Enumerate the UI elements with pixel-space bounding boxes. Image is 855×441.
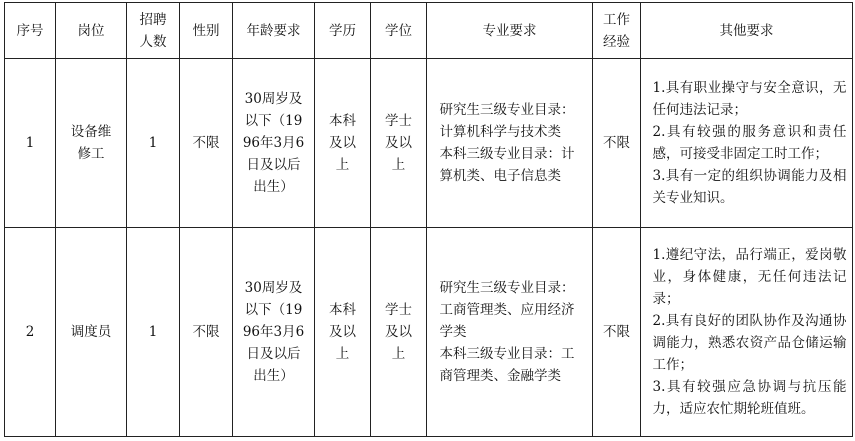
- cell-post: 设备维修工: [56, 59, 127, 228]
- cell-post: 调度员: [56, 228, 127, 437]
- requirement-line: 2.具有良好的团队协作及沟通协调能力，熟悉农资产品仓储运输工作；: [652, 313, 847, 373]
- requirement-line: 3.具有较强应急协调与抗压能力，适应农忙期轮班值班。: [652, 379, 847, 417]
- cell-age: 30周岁及以下（1996年3月6日及以后出生）: [233, 59, 315, 228]
- cell-other: [641, 59, 853, 228]
- header-other: 其他要求: [641, 3, 853, 59]
- recruitment-table: [4, 2, 853, 437]
- header-count: 招聘人数: [127, 3, 180, 59]
- major-line: 本科三级专业目录：计算机类、电子信息类: [439, 146, 575, 184]
- table-row: [5, 59, 853, 228]
- cell-gender: 不限: [180, 228, 233, 437]
- cell-count: 1: [127, 59, 180, 228]
- requirement-line: 1.遵纪守法，品行端正，爱岗敬业，身体健康，无任何违法记录；: [652, 247, 847, 307]
- header-major: 专业要求: [427, 3, 593, 59]
- table-row: [5, 228, 853, 437]
- cell-gender: 不限: [180, 59, 233, 228]
- cell-count: 1: [127, 228, 180, 437]
- cell-experience: 不限: [593, 228, 641, 437]
- cell-education: 本科及以上: [315, 228, 371, 437]
- header-seq: 序号: [5, 3, 56, 59]
- requirement-line: 1.具有职业操守与安全意识，无任何违法记录；: [652, 80, 847, 118]
- header-education: 学历: [315, 3, 371, 59]
- cell-experience: 不限: [593, 59, 641, 228]
- requirement-line: 3.具有一定的组织协调能力及相关专业知识。: [652, 168, 847, 206]
- cell-degree: 学士及以上: [371, 59, 427, 228]
- major-line: 研究生三级专业目录：计算机科学与技术类: [439, 102, 575, 140]
- header-gender: 性别: [180, 3, 233, 59]
- cell-degree: 学士及以上: [371, 228, 427, 437]
- header-post: 岗位: [56, 3, 127, 59]
- cell-education: 本科及以上: [315, 59, 371, 228]
- cell-age: 30周岁及以下（1996年3月6日及以后出生）: [233, 228, 315, 437]
- header-experience: 工作经验: [593, 3, 641, 59]
- requirement-line: 2.具有较强的服务意识和责任感，可接受非固定工时工作；: [652, 124, 847, 162]
- cell-major: [427, 59, 593, 228]
- cell-major: [427, 228, 593, 437]
- cell-other: [641, 228, 853, 437]
- major-line: 研究生三级专业目录：工商管理类、应用经济学类: [439, 280, 575, 340]
- cell-seq: 1: [5, 59, 56, 228]
- header-degree: 学位: [371, 3, 427, 59]
- table-header-row: [5, 3, 853, 59]
- major-line: 本科三级专业目录：工商管理类、金融学类: [439, 346, 575, 384]
- recruitment-table-wrapper: [4, 2, 853, 437]
- cell-seq: 2: [5, 228, 56, 437]
- header-age: 年龄要求: [233, 3, 315, 59]
